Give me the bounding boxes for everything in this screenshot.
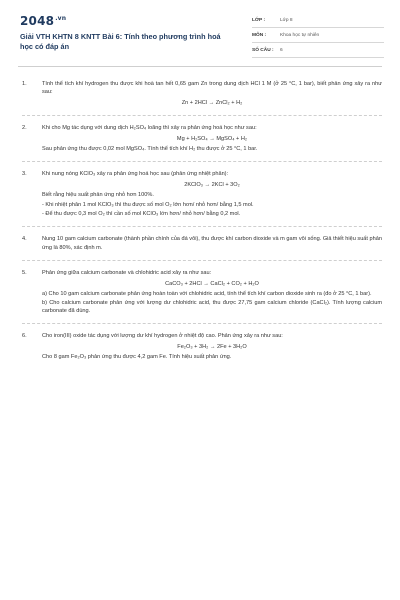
question-number: 6. [22,333,27,340]
equation: Fe₂O₃ + 3H₂ → 2Fe + 3H₂O [177,343,247,350]
site-logo[interactable] [20,14,235,28]
question-note: Biết rằng hiệu suất phản ứng nhỏ hơn 100%. [42,192,154,199]
question-text: Phản ứng giữa calcium carbonate và chlohidric acid xảy ra như sau: [42,270,212,277]
equation: Mg + H₂SO₄ → MgSO₄ + H₂ [176,135,248,142]
logo-main: 2048 [20,14,55,28]
question-number: 5. [22,270,27,277]
question-number: 3. [22,171,27,178]
question-bullet: - Để thu được 0,3 mol O₂ thì cần số mol KClO₃ lớn hơn/ nhỏ hơn/ bằng 0,2 mol. [42,211,241,218]
question-number: 1. [22,81,27,87]
meta-subject-row [252,28,384,43]
meta-class-label: LỚP : [252,17,266,23]
question-6 [22,332,382,361]
question-followup: Sau phản ứng thu được 0,02 mol MgSO₄. Tính thể tích khí H₂ thu được ở 25 °C, 1 bar. [42,146,258,153]
question-list [22,80,382,362]
question-3 [22,170,382,218]
meta-class-row [252,13,384,28]
question-5 [22,269,382,315]
equation: Zn + 2HCl → ZnCl₂ + H₂ [181,99,243,106]
question-2 [22,124,382,153]
equation: CaCO₃ + 2HCl → CaCl₂ + CO₂ + H₂O [165,280,259,287]
question-followup: Cho 8 gam Fe₂O₃ phản ứng thu được 4,2 gam Fe. Tính hiệu suất phản ứng. [42,354,232,361]
question-text: Tính thể tích khí hydrogen thu được khi hoà tan hết 0,65 gam Zn trong dung dịch HCl 1 M (ở 25 °C, 1 bar), biết phản ứng xảy ra như sau: [42,81,382,96]
meta-count-value: 6 [280,47,283,53]
meta-subject-value: Khoa học tự nhiên [280,32,320,38]
question-text: Cho iron(III) oxide tác dụng với lượng dư khí hydrogen ở nhiệt độ cao. Phản ứng xảy ra như sau: [42,333,283,340]
question-separator [22,115,382,116]
question-1 [22,80,382,107]
question-separator [22,161,382,162]
question-separator [22,260,382,261]
question-text: Nung 10 gam calcium carbonate (thành phần chính của đá vôi), thu được khí carbon dioxide và m gam vôi sống. Giả thiết hiệu suất phản ứng là 80%, xác định m. [42,236,382,251]
question-separator [22,323,382,324]
question-number: 4. [22,236,27,243]
document-header [20,14,235,51]
meta-count-label: SỐ CÂU : [252,47,274,53]
meta-subject-label: MÔN : [252,32,267,38]
question-number: 2. [22,125,27,132]
question-text: Khi cho Mg tác dụng với dung dịch H₂SO₄ loãng thì xảy ra phản ứng hoá học như sau: [42,125,257,132]
question-part-a: a) Cho 10 gam calcium carbonate phản ứng hoàn toàn với chlohidric acid, tính thể tích khí carbon dioxide sinh ra (đo ở 25 °C, 1 bar). [42,291,372,298]
document-title: Giải VTH KHTN 8 KNTT Bài 6: Tính theo phương trình hoá học có đáp án [20,32,221,51]
logo-tld: .vn [55,15,67,22]
question-text: Khi nung nóng KClO₃ xảy ra phản ứng hoá học sau (phản ứng nhiệt phân): [42,171,229,178]
question-4 [22,235,382,252]
header-divider [18,66,382,67]
meta-class-value: Lớp 8 [280,17,293,23]
question-part-b: b) Cho calcium carbonate phản ứng với lượng dư chlohidric acid, thu được 27,75 gam calcium chloride (CaCl₂). Tính lượng calcium carbonate đã dùng. [42,299,382,314]
meta-count-row [252,43,384,58]
meta-box [252,13,384,58]
question-separator [22,226,382,227]
question-bullet: - Khi nhiệt phân 1 mol KClO₃ thì thu được số mol O₂ lớn hơn/ nhỏ hơn/ bằng 1,5 mol. [42,201,254,208]
equation: 2KClO₃ → 2KCl + 3O₂ [184,181,240,188]
